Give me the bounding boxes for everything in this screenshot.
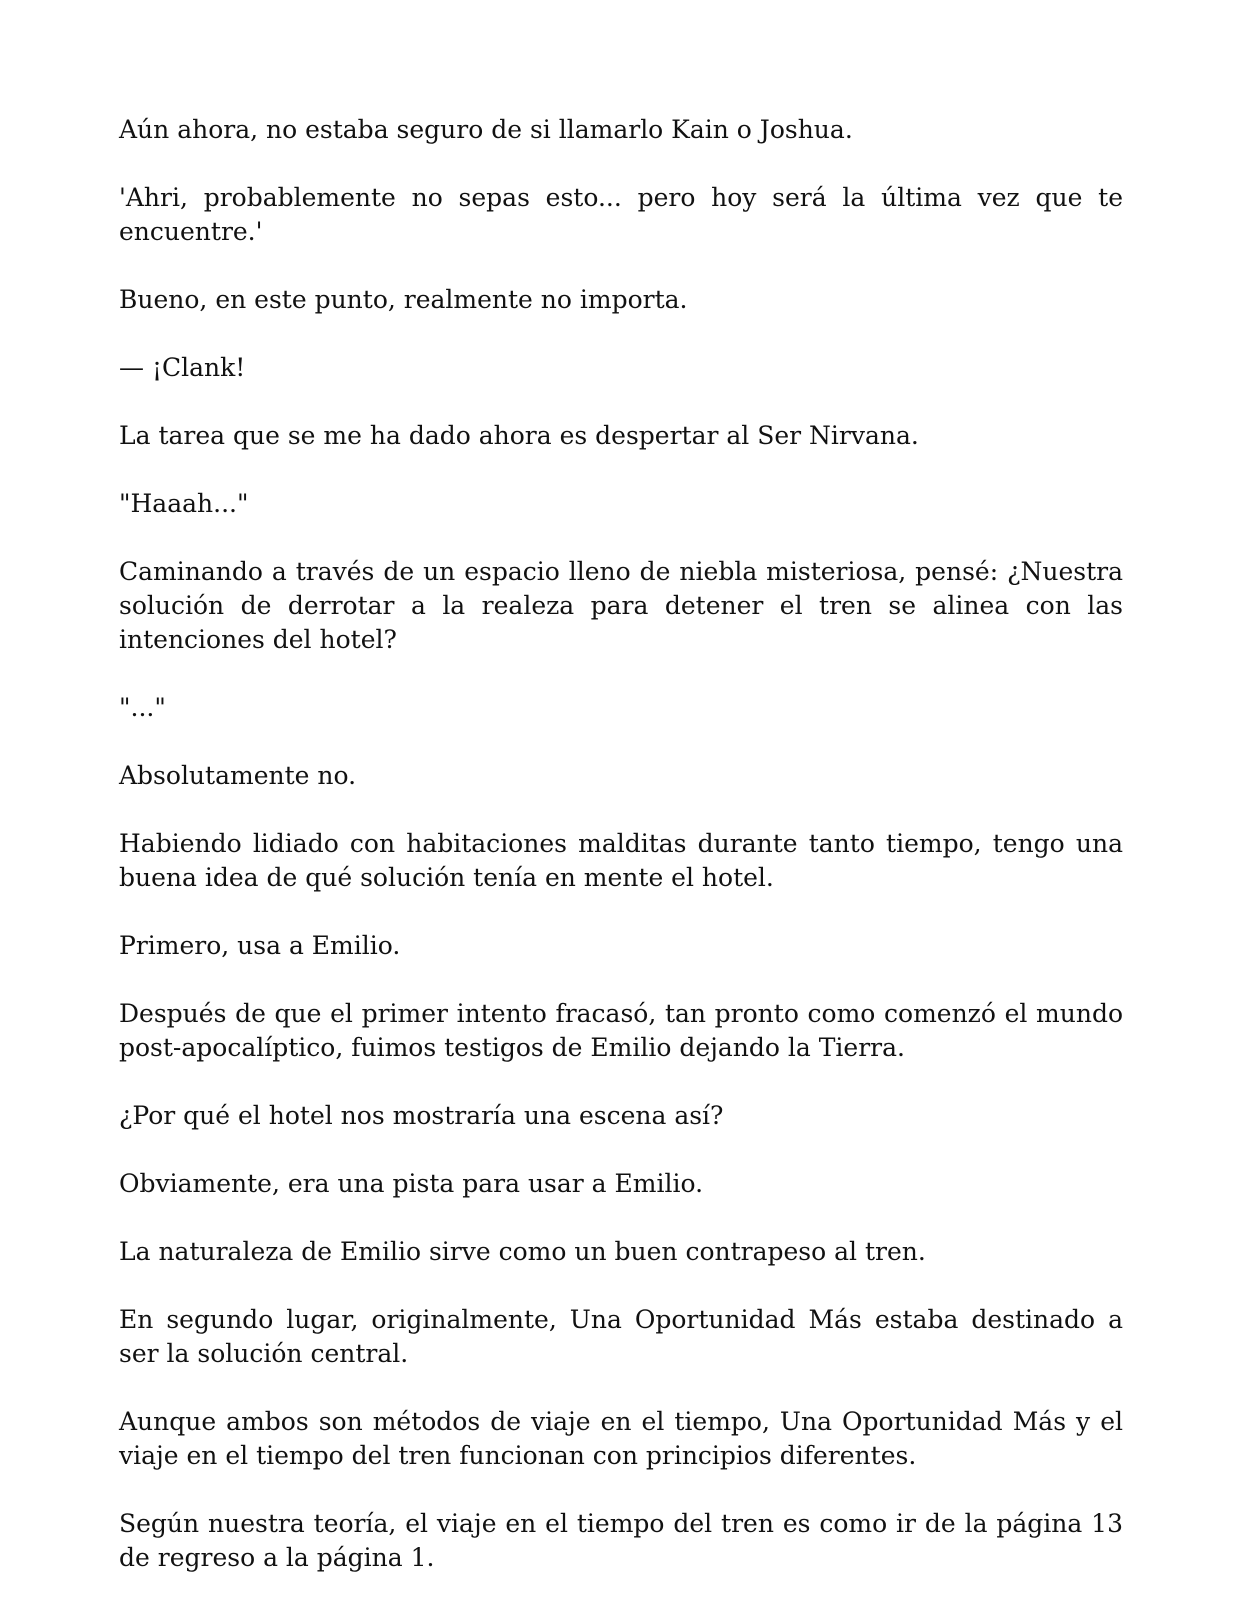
paragraph-10: Habiendo lidiado con habitaciones malditas durante tanto tiempo, tengo una buena idea de qué solución tenía en mente el hotel.: [119, 829, 1123, 892]
paragraph-8: "...": [119, 693, 166, 722]
paragraph-12: Después de que el primer intento fracasó, tan pronto como comenzó el mundo post-apocalíptico, fuimos testigos de Emilio dejando la Tierra.: [119, 999, 1123, 1062]
paragraph-6: "Haaah...": [119, 489, 249, 518]
paragraph-18: Según nuestra teoría, el viaje en el tiempo del tren es como ir de la página 13 de regreso a la página 1.: [119, 1509, 1123, 1572]
paragraph-9: Absolutamente no.: [119, 761, 357, 790]
paragraph-5: La tarea que se me ha dado ahora es despertar al Ser Nirvana.: [119, 421, 919, 450]
paragraph-13: ¿Por qué el hotel nos mostraría una escena así?: [119, 1101, 724, 1130]
paragraph-17: Aunque ambos son métodos de viaje en el tiempo, Una Oportunidad Más y el viaje en el tiempo del tren funcionan con principios diferentes.: [119, 1407, 1123, 1470]
document-page: [119, 113, 1123, 1575]
paragraph-14: Obviamente, era una pista para usar a Emilio.: [119, 1169, 704, 1198]
paragraph-16: En segundo lugar, originalmente, Una Oportunidad Más estaba destinado a ser la solución central.: [119, 1305, 1123, 1368]
paragraph-4: — ¡Clank!: [119, 353, 246, 382]
paragraph-3: Bueno, en este punto, realmente no importa.: [119, 285, 688, 314]
paragraph-7: Caminando a través de un espacio lleno de niebla misteriosa, pensé: ¿Nuestra solución de derrotar a la realeza para detener el tren se alinea con las intenciones del hotel?: [119, 557, 1123, 654]
paragraph-1: Aún ahora, no estaba seguro de si llamarlo Kain o Joshua.: [119, 115, 853, 144]
paragraph-2: 'Ahri, probablemente no sepas esto... pero hoy será la última vez que te encuentre.': [119, 183, 1123, 246]
paragraph-11: Primero, usa a Emilio.: [119, 931, 401, 960]
paragraph-15: La naturaleza de Emilio sirve como un buen contrapeso al tren.: [119, 1237, 926, 1266]
